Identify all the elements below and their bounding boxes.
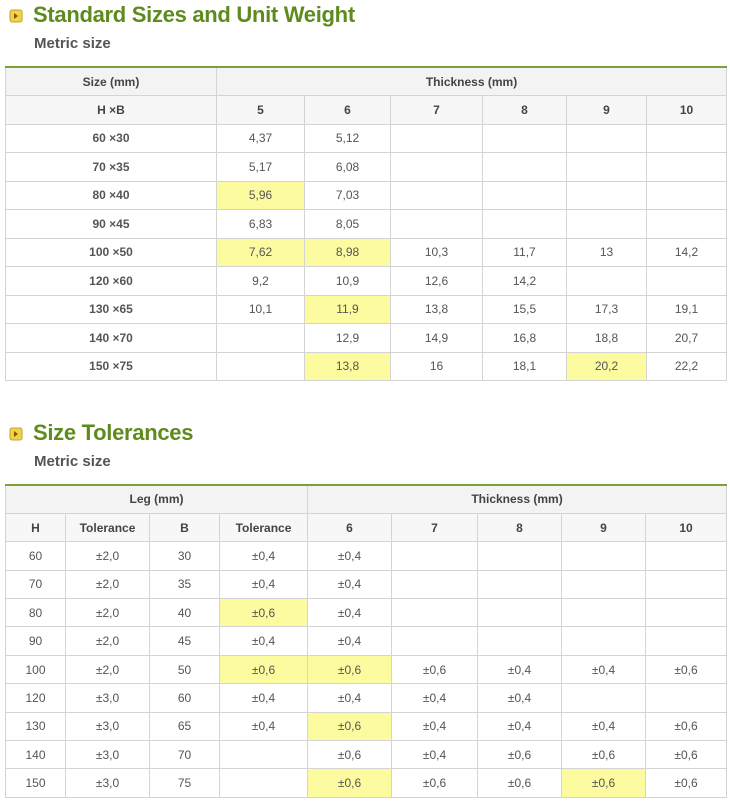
h-tolerance-cell: ±2,0: [66, 570, 150, 598]
thickness-tolerance-cell: ±0,6: [308, 712, 392, 740]
size-cell: 130 ×65: [6, 295, 217, 324]
table-row: [6, 210, 727, 239]
table-row: [6, 324, 727, 353]
thickness-tolerance-cell: ±0,4: [478, 655, 562, 683]
h-tolerance-cell: ±3,0: [66, 741, 150, 769]
weight-cell: 14,2: [483, 267, 567, 296]
weight-cell: 9,2: [217, 267, 305, 296]
b-tolerance-cell: ±0,4: [220, 684, 308, 712]
table-row: [6, 124, 727, 153]
arrow-bullet-icon: [9, 427, 23, 441]
weight-cell: [567, 181, 647, 210]
thickness-tolerance-cell: ±0,4: [308, 684, 392, 712]
b-tolerance-cell: [220, 741, 308, 769]
thickness-tolerance-cell: [646, 684, 727, 712]
leg-header: Leg (mm): [6, 485, 308, 513]
size-cell: 80 ×40: [6, 181, 217, 210]
thickness-tolerance-cell: ±0,4: [392, 684, 478, 712]
size-cell: 100 ×50: [6, 238, 217, 267]
table-row: [6, 295, 727, 324]
table-row: [6, 267, 727, 296]
weight-cell: [647, 124, 727, 153]
h-cell: 150: [6, 769, 66, 797]
section-title: Standard Sizes and Unit Weight: [33, 2, 355, 27]
weight-cell: 11,9: [305, 295, 391, 324]
thickness-tolerance-cell: ±0,6: [308, 741, 392, 769]
b-tolerance-cell: ±0,4: [220, 627, 308, 655]
h-tolerance-cell: ±2,0: [66, 599, 150, 627]
size-cell: 120 ×60: [6, 267, 217, 296]
weight-cell: 13: [567, 238, 647, 267]
h-cell: 80: [6, 599, 66, 627]
weight-cell: 12,9: [305, 324, 391, 353]
thickness-tolerance-cell: [562, 627, 646, 655]
thickness-col-header: 8: [478, 513, 562, 541]
thickness-tolerance-cell: [392, 599, 478, 627]
b-cell: 70: [150, 741, 220, 769]
thickness-tolerance-cell: ±0,6: [646, 769, 727, 797]
thickness-tolerance-cell: ±0,4: [392, 741, 478, 769]
weight-cell: [483, 181, 567, 210]
weight-cell: [647, 267, 727, 296]
weight-cell: [391, 153, 483, 182]
h-tolerance-cell: ±3,0: [66, 769, 150, 797]
thickness-tolerance-cell: [478, 627, 562, 655]
thickness-tolerance-cell: ±0,6: [562, 741, 646, 769]
weight-cell: 5,96: [217, 181, 305, 210]
b-tolerance-cell: ±0,4: [220, 570, 308, 598]
weight-cell: 16: [391, 352, 483, 381]
weight-cell: 19,1: [647, 295, 727, 324]
h-tolerance-cell: ±2,0: [66, 627, 150, 655]
table-row: [6, 181, 727, 210]
thickness-tolerance-cell: [392, 542, 478, 570]
weight-cell: 10,9: [305, 267, 391, 296]
weight-cell: 8,98: [305, 238, 391, 267]
thickness-tolerance-cell: [646, 599, 727, 627]
section-title: Size Tolerances: [33, 420, 194, 445]
size-header: Size (mm): [6, 67, 217, 96]
thickness-tolerance-cell: ±0,4: [308, 599, 392, 627]
weight-cell: 17,3: [567, 295, 647, 324]
thickness-col-header: 7: [392, 513, 478, 541]
weight-cell: [567, 153, 647, 182]
thickness-tolerance-cell: ±0,4: [562, 712, 646, 740]
tolerance-table: [5, 484, 727, 798]
thickness-tolerance-cell: [478, 599, 562, 627]
weight-cell: [391, 124, 483, 153]
b-tolerance-cell: ±0,6: [220, 599, 308, 627]
arrow-bullet-icon: [9, 9, 23, 23]
table-row: [6, 153, 727, 182]
thickness-tolerance-cell: ±0,6: [478, 769, 562, 797]
weight-cell: 16,8: [483, 324, 567, 353]
b-tolerance-cell: ±0,4: [220, 712, 308, 740]
table-row: [6, 570, 727, 598]
h-tolerance-cell: ±3,0: [66, 712, 150, 740]
weight-cell: 18,8: [567, 324, 647, 353]
weight-cell: [567, 210, 647, 239]
weight-cell: [567, 267, 647, 296]
h-tolerance-cell: ±2,0: [66, 542, 150, 570]
size-cell: 150 ×75: [6, 352, 217, 381]
weight-cell: 13,8: [391, 295, 483, 324]
thickness-tolerance-cell: ±0,6: [646, 712, 727, 740]
table-row: [6, 712, 727, 740]
b-cell: 60: [150, 684, 220, 712]
thickness-tolerance-cell: [646, 627, 727, 655]
weight-cell: [483, 153, 567, 182]
b-tolerance-header: Tolerance: [220, 513, 308, 541]
table-row: [6, 741, 727, 769]
table-row: [6, 769, 727, 797]
weight-cell: [217, 352, 305, 381]
section-subtitle: Metric size: [34, 453, 111, 470]
thickness-tolerance-cell: ±0,6: [562, 769, 646, 797]
weight-cell: [647, 181, 727, 210]
h-cell: 60: [6, 542, 66, 570]
weight-cell: 14,9: [391, 324, 483, 353]
weight-cell: 5,12: [305, 124, 391, 153]
h-tolerance-cell: ±3,0: [66, 684, 150, 712]
weight-cell: [391, 210, 483, 239]
size-cell: 70 ×35: [6, 153, 217, 182]
thickness-tolerance-cell: ±0,6: [308, 655, 392, 683]
thickness-tolerance-cell: ±0,6: [646, 655, 727, 683]
thickness-tolerance-cell: ±0,4: [478, 684, 562, 712]
weight-cell: 4,37: [217, 124, 305, 153]
weight-cell: [483, 124, 567, 153]
b-cell: 45: [150, 627, 220, 655]
thickness-tolerance-cell: ±0,6: [646, 741, 727, 769]
weight-cell: 15,5: [483, 295, 567, 324]
b-tolerance-cell: ±0,4: [220, 542, 308, 570]
thickness-tolerance-cell: ±0,4: [308, 570, 392, 598]
thickness-col-header: 9: [567, 96, 647, 125]
table-row: [6, 352, 727, 381]
table-row: [6, 627, 727, 655]
thickness-tolerance-cell: ±0,6: [308, 769, 392, 797]
thickness-col-header: 9: [562, 513, 646, 541]
weight-cell: 10,1: [217, 295, 305, 324]
h-cell: 70: [6, 570, 66, 598]
thickness-tolerance-cell: [392, 570, 478, 598]
thickness-tolerance-cell: ±0,6: [392, 655, 478, 683]
b-tolerance-cell: [220, 769, 308, 797]
table-row: [6, 599, 727, 627]
section-title-row: [0, 418, 730, 452]
size-cell: 90 ×45: [6, 210, 217, 239]
h-tolerance-cell: ±2,0: [66, 655, 150, 683]
unit-weight-table: [5, 66, 727, 381]
weight-cell: 14,2: [647, 238, 727, 267]
weight-cell: 6,08: [305, 153, 391, 182]
hb-header: H ×B: [6, 96, 217, 125]
size-cell: 60 ×30: [6, 124, 217, 153]
thickness-col-header: 8: [483, 96, 567, 125]
b-cell: 40: [150, 599, 220, 627]
table-row: [6, 238, 727, 267]
thickness-col-header: 10: [647, 96, 727, 125]
b-cell: 35: [150, 570, 220, 598]
thickness-tolerance-cell: [562, 570, 646, 598]
b-header: B: [150, 513, 220, 541]
section-size-tolerances: [0, 418, 730, 470]
thickness-tolerance-cell: ±0,4: [308, 627, 392, 655]
thickness-col-header: 5: [217, 96, 305, 125]
thickness-tolerance-cell: ±0,4: [478, 712, 562, 740]
weight-cell: 5,17: [217, 153, 305, 182]
h-tolerance-header: Tolerance: [66, 513, 150, 541]
section-subtitle: Metric size: [34, 35, 111, 52]
b-cell: 50: [150, 655, 220, 683]
table-row: [6, 684, 727, 712]
thickness-col-header: 10: [646, 513, 727, 541]
section-standard-sizes: [0, 0, 730, 374]
thickness-tolerance-cell: [478, 570, 562, 598]
weight-cell: [483, 210, 567, 239]
thickness-col-header: 6: [305, 96, 391, 125]
weight-cell: 20,7: [647, 324, 727, 353]
thickness-tolerance-cell: ±0,4: [392, 712, 478, 740]
h-cell: 120: [6, 684, 66, 712]
thickness-tolerance-cell: [646, 542, 727, 570]
weight-cell: 22,2: [647, 352, 727, 381]
thickness-tolerance-cell: ±0,6: [478, 741, 562, 769]
thickness-tolerance-cell: [562, 542, 646, 570]
weight-cell: 10,3: [391, 238, 483, 267]
weight-cell: [217, 324, 305, 353]
weight-cell: 7,62: [217, 238, 305, 267]
weight-cell: 18,1: [483, 352, 567, 381]
weight-cell: [647, 153, 727, 182]
weight-cell: [391, 181, 483, 210]
thickness-col-header: 7: [391, 96, 483, 125]
weight-cell: [567, 124, 647, 153]
weight-cell: 13,8: [305, 352, 391, 381]
h-cell: 90: [6, 627, 66, 655]
weight-cell: 7,03: [305, 181, 391, 210]
h-cell: 100: [6, 655, 66, 683]
b-tolerance-cell: ±0,6: [220, 655, 308, 683]
thickness-tolerance-cell: ±0,6: [392, 769, 478, 797]
thickness-tolerance-cell: [392, 627, 478, 655]
thickness-col-header: 6: [308, 513, 392, 541]
h-header: H: [6, 513, 66, 541]
b-cell: 30: [150, 542, 220, 570]
weight-cell: 6,83: [217, 210, 305, 239]
thickness-tolerance-cell: [478, 542, 562, 570]
thickness-tolerance-cell: ±0,4: [308, 542, 392, 570]
thickness-tolerance-cell: [562, 684, 646, 712]
section-title-row: [0, 0, 730, 34]
weight-cell: 20,2: [567, 352, 647, 381]
h-cell: 130: [6, 712, 66, 740]
thickness-tolerance-cell: [562, 599, 646, 627]
thickness-header: Thickness (mm): [217, 67, 727, 96]
weight-cell: 8,05: [305, 210, 391, 239]
thickness-tolerance-cell: ±0,4: [562, 655, 646, 683]
thickness-header: Thickness (mm): [308, 485, 727, 513]
size-cell: 140 ×70: [6, 324, 217, 353]
thickness-tolerance-cell: [646, 570, 727, 598]
weight-cell: [647, 210, 727, 239]
b-cell: 75: [150, 769, 220, 797]
weight-cell: 12,6: [391, 267, 483, 296]
table-row: [6, 542, 727, 570]
weight-cell: 11,7: [483, 238, 567, 267]
table-row: [6, 655, 727, 683]
h-cell: 140: [6, 741, 66, 769]
b-cell: 65: [150, 712, 220, 740]
